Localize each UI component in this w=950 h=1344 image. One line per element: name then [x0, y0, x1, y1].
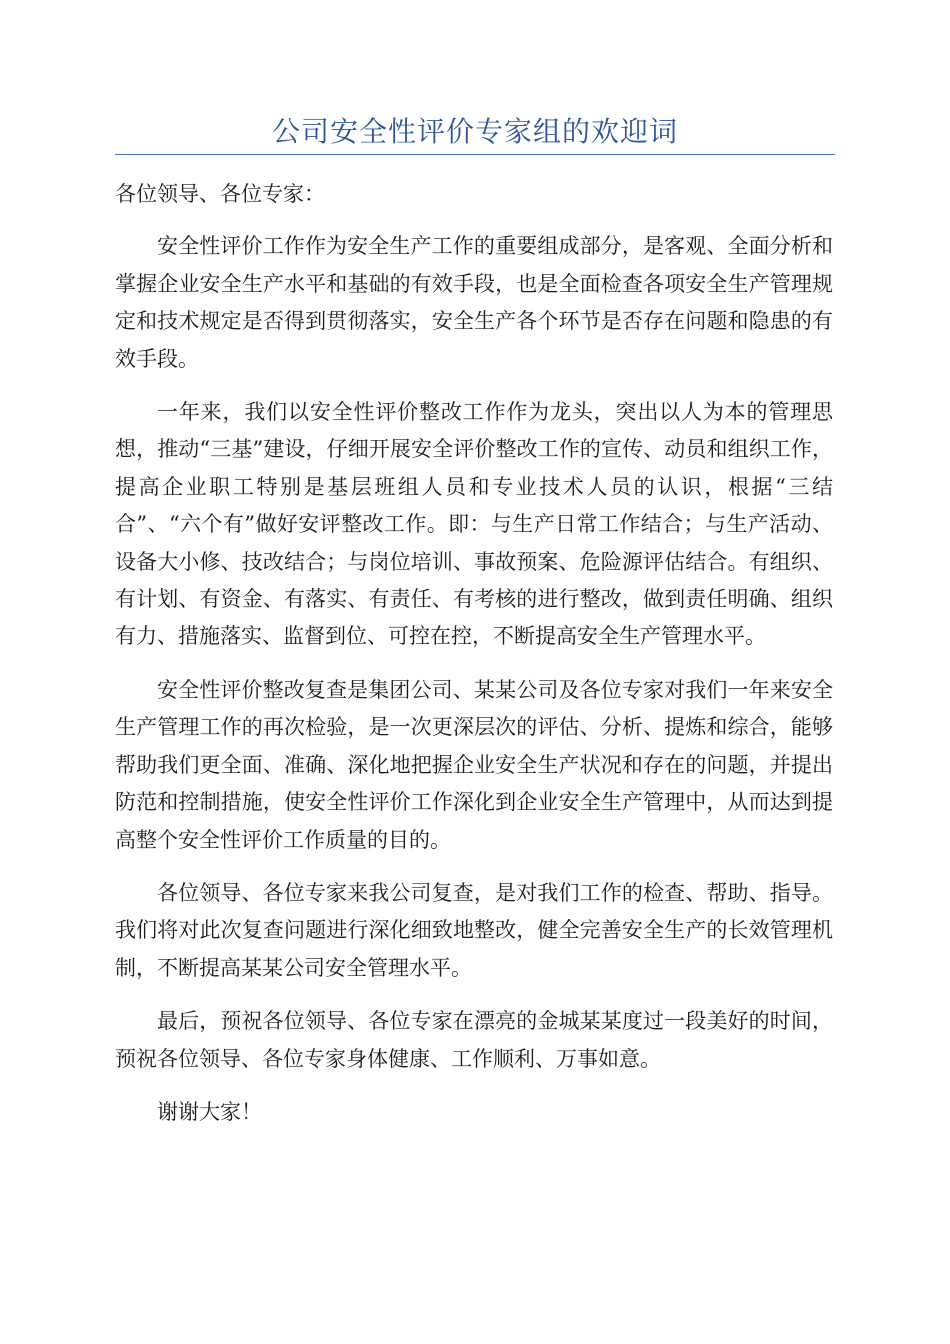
- paragraph-1: 安全性评价工作作为安全生产工作的重要组成部分，是客观、全面分析和掌握企业安全生产水平和基础的有效手段，也是全面检查各项安全生产管理规定和技术规定是否得到贯彻落实，安全生产各个环节是否存在问题和隐患的有效手段。: [115, 234, 833, 371]
- document-body: [115, 176, 833, 1147]
- paragraph-3: 安全性评价整改复查是集团公司、某某公司及各位专家对我们一年来安全生产管理工作的再次检验，是一次更深层次的评估、分析、提炼和综合，能够帮助我们更全面、准确、深化地把握企业安全生产状况和存在的问题，并提出防范和控制措施，使安全性评价工作深化到企业安全生产管理中，从而达到提高整个安全性评价工作质量的目的。: [115, 677, 833, 852]
- title-underline: [115, 154, 835, 155]
- paragraph-2: 一年来，我们以安全性评价整改工作作为龙头，突出以人为本的管理思想，推动“三基”建设，仔细开展安全评价整改工作的宣传、动员和组织工作，提高企业职工特别是基层班组人员和专业技术人员的认识，根据“三结合”、“六个有”做好安评整改工作。即：与生产日常工作结合；与生产活动、设备大小修、技改结合；与岗位培训、事故预案、危险源评估结合。有组织、有计划、有资金、有落实、有责任、有考核的进行整改，做到责任明确、组织有力、措施落实、监督到位、可控在控，不断提高安全生产管理水平。: [115, 400, 833, 649]
- paragraph-4: 各位领导、各位专家来我公司复查，是对我们工作的检查、帮助、指导。我们将对此次复查问题进行深化细致地整改，健全完善安全生产的长效管理机制，不断提高某某公司安全管理水平。: [115, 880, 833, 980]
- salutation: 各位领导、各位专家：: [115, 182, 325, 206]
- closing-thanks: 谢谢大家！: [157, 1099, 262, 1124]
- paragraph-5: 最后，预祝各位领导、各位专家在漂亮的金城某某度过一段美好的时间，预祝各位领导、各位专家身体健康、工作顺利、万事如意。: [115, 1009, 833, 1071]
- document-title: 公司安全性评价专家组的欢迎词: [271, 115, 678, 148]
